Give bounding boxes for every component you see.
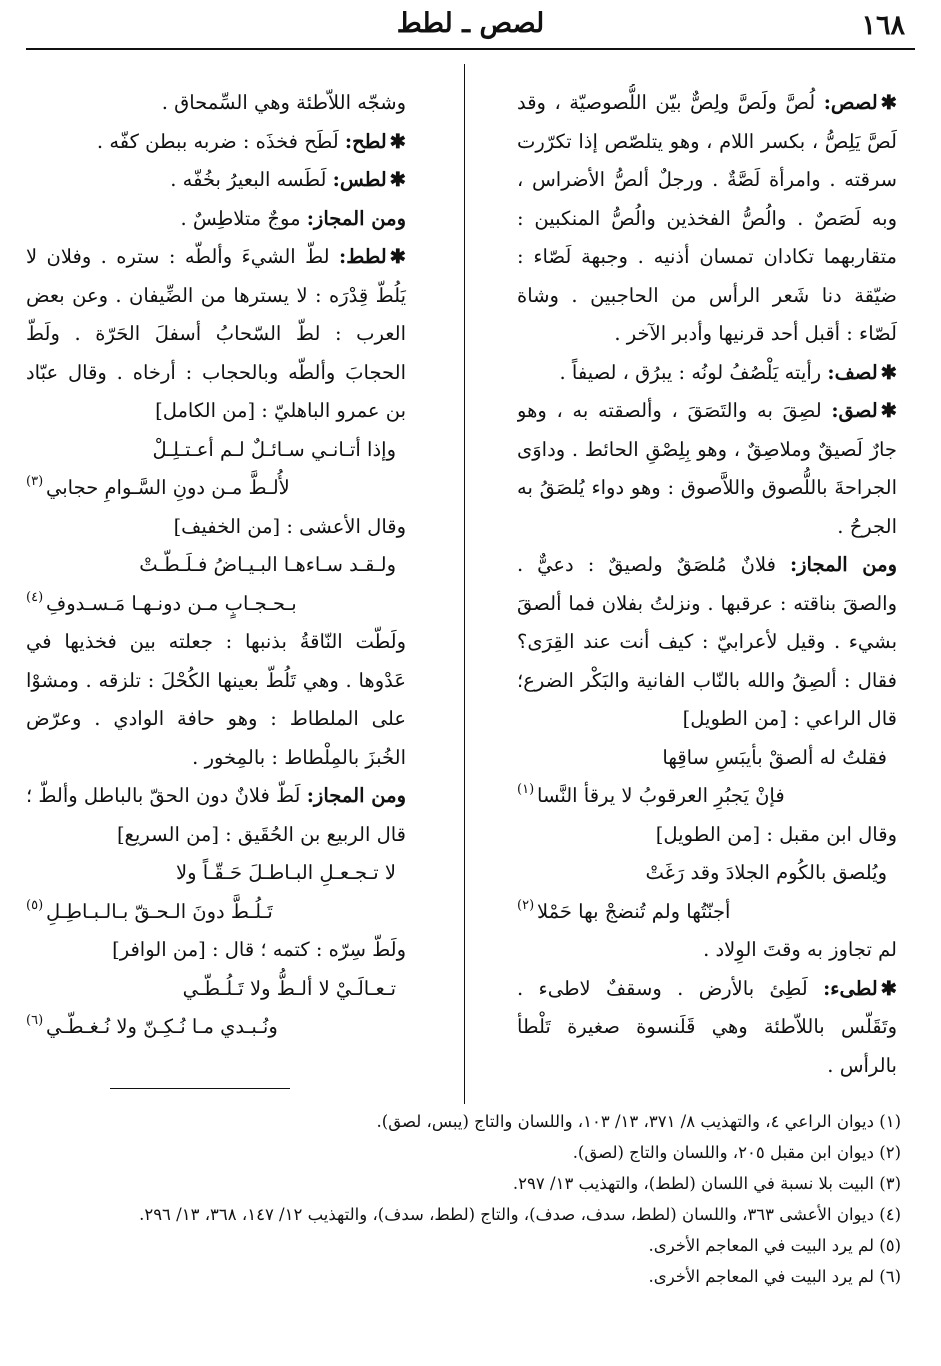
verse-text: لا تـجـعـلِ البـاطـلَ حَـقّـاً ولا: [176, 861, 396, 884]
verse-text: فقلتُ له ألصقْ بأيبَسِ ساقِها: [662, 745, 887, 769]
footnote-marker: (٥): [26, 897, 44, 913]
verse-hemistich: [26, 585, 426, 624]
verse-hemistich: [26, 970, 426, 1009]
verse-hemistich: [26, 431, 426, 470]
entry-text: وشجّه اللاّطئة وهي السِّمحاق .: [161, 91, 406, 114]
verse-hemistich: [517, 854, 917, 893]
footnote-marker: (٣): [26, 474, 44, 489]
entry-text: رأيته يَلْصُفُ لونُه : يبرُق ، لصيفاً .: [559, 360, 828, 384]
majaz-label: ومن المجاز:: [306, 206, 406, 230]
entry-star-icon: ✱: [880, 91, 897, 114]
verse-text: فإنْ يَجبُرِ العرقوبُ لا يرقأ النَّسا: [537, 784, 785, 807]
verse-hemistich: [26, 469, 426, 508]
entry-text: ولَطّت النّاقةُ بذنبها : جعلته بين فخذيها في عَدْوها . وهي تَلُطّ بعينها الكُحْلَ : تلزقه . ومشوْا على الملطاط : وهو حافة الوادي . وعرّض الخُبزَ بالمِلْطاط : بالمِخور .: [26, 630, 406, 769]
verse-text: تَـلُـطَّ دونَ الـحـقّ بـالـبـاطِـلِ: [46, 899, 273, 923]
verse-text: وإذا أتـانـي سـائـلٌ لـم أعـتـلِـلْ: [152, 437, 396, 461]
verse-hemistich: [517, 893, 917, 932]
verse-hemistich: [26, 546, 426, 585]
meter-label: [من الخفيف]: [173, 514, 281, 538]
entry-headword: لصق:: [831, 399, 878, 422]
entry-text: لُصَّ ولَصَّ ولِصٌّ بيّن اللُّصوصيّة ، وقد لَصَّ يَلِصُّ ، بكسر اللام ، وهو يتلصّص إذا تكرّرت سرقته . وامرأة لَصَّةٌ . ورجلٌ ألصُّ الأضراس ، وبه لَصَصٌ . والُصُّ الفخذين والُصُّ المنكبين : متقاربهما تكادان تمسان أذنيه . وجبهة لَصّاء : ضيّقة دنا شَعر الرأس من الحاجبين . وشاة لَصّاء : أقبل أحد قرنيها وأدبر الآخر .: [517, 91, 897, 345]
verse-text: ونُـبـدي مـا نُـكِـنّ ولا نُـغـطّـي: [46, 1015, 278, 1038]
footnote-marker: (٢): [517, 897, 535, 913]
entry-text: وقال ابن مقبل :: [760, 822, 897, 846]
entry-star-icon: ✱: [880, 360, 897, 384]
entry-paragraph: [26, 200, 426, 239]
footnote-line: (١) ديوان الراعي ٤، والتهذيب ٨/ ٣٧١، ١٣/ ١٠٣، واللسان والتاج (يبس، لصق).: [376, 1112, 901, 1131]
entry-star-icon: ✱: [389, 168, 406, 191]
entry-text: لَطَسه البعيرُ بخُفّه .: [170, 168, 333, 191]
verse-hemistich: [26, 854, 426, 893]
footnotes: [40, 1106, 901, 1292]
right-column: [517, 84, 917, 1084]
footnote-line: (٣) البيت بلا نسبة في اللسان (لطط)، والتهذيب ١٣/ ٢٩٧.: [512, 1174, 901, 1193]
footnote-marker: (٦): [26, 1013, 44, 1028]
entry-paragraph: [26, 84, 426, 123]
entry-headword: لطط:: [339, 245, 387, 268]
entry-text: لطّ الشيءَ وألطّه : ستره . وفلان لا يَلُطّ قِدْرَه : لا يسترها من الضِّيفان . وعن بعض العرب : لطّ السّحابُ أسفلَ الحَرّة . ولَطّ الحجابَ وألطّه وبالحجاب : أرخاه . وقال عبّاد بن عمرو الباهليّ :: [26, 245, 406, 422]
dictionary-entry: [26, 238, 426, 431]
page-number: ١٦٨: [861, 10, 905, 41]
entry-text: ولَطّ سِرّه : كتمه ؛ قال :: [205, 938, 406, 961]
footnote-line: (٦) لم يرد البيت في المعاجم الأخرى.: [648, 1267, 901, 1286]
verse-text: ولـقـد سـاءهـا البـيـاضُ فـلَـطّـتْ: [139, 553, 396, 576]
meter-label: [من الطويل]: [682, 707, 787, 730]
verse-text: أجنّتُها ولم تُنضجْ بها حَمْلا: [537, 899, 731, 923]
meter-label: [من السريع]: [116, 822, 219, 846]
entry-paragraph: [517, 816, 917, 855]
entry-text: موجٌ متلاطِسٌ .: [180, 206, 307, 230]
meter-label: [من الوافر]: [112, 938, 206, 961]
dictionary-entry: [517, 84, 917, 354]
dictionary-entry: [26, 161, 426, 200]
entry-star-icon: ✱: [389, 129, 406, 153]
entry-headword: لصف:: [827, 360, 878, 384]
dictionary-entry: [26, 123, 426, 162]
entry-text: وقال الأعشى :: [280, 514, 406, 538]
entry-paragraph: [517, 931, 917, 970]
entry-paragraph: [517, 546, 917, 739]
entry-paragraph: [26, 777, 426, 854]
entry-star-icon: ✱: [880, 976, 897, 1000]
dictionary-entry: [517, 970, 917, 1085]
entry-text: لم تجاوز به وقتَ الوِلاد .: [703, 938, 897, 961]
dictionary-entry: [517, 392, 917, 546]
header-rule: [26, 48, 915, 50]
entry-headword: لطىء:: [823, 976, 878, 1000]
footnote-rule: [110, 1088, 290, 1089]
dictionary-entry: [517, 354, 917, 393]
entry-headword: لصص:: [823, 91, 878, 114]
meter-label: [من الكامل]: [155, 399, 256, 422]
majaz-label: ومن المجاز:: [789, 553, 897, 576]
footnote-marker: (٤): [26, 589, 44, 605]
entry-text: لَطّ فلانٌ دون الحقّ بالباطل وألطّ ؛ قال الربيع بن الحُقَيق :: [26, 784, 406, 846]
entry-paragraph: [26, 623, 426, 777]
verse-hemistich: [26, 1008, 426, 1047]
entry-text: لَطِئ بالأرض . وسقفٌ لاطىء . وتَقَلّس باللاّطئة وهي قَلَنسوة صغيرة تَلْطأ بالرأس .: [517, 976, 897, 1077]
entry-paragraph: [26, 931, 426, 970]
entry-text: لَطَح فخذَه : ضربه ببطن كفّه .: [96, 129, 345, 153]
column-divider: [464, 64, 465, 1104]
entry-paragraph: [26, 508, 426, 547]
footnote-line: (٤) ديوان الأعشى ٣٦٣، واللسان (لطط، سدف، صدف)، والتاج (لطط، سدف)، والتهذيب ١٢/ ١٤٧، ٣٦٨، ١٣/ ٢٩٦.: [139, 1205, 901, 1224]
verse-text: ويُلصق بالكُوم الجلادَ وقد رَغَتْ: [645, 861, 887, 884]
page-header: [26, 8, 915, 48]
entry-headword: لطس:: [332, 168, 387, 191]
footnote-line: (٢) ديوان ابن مقبل ٢٠٥، واللسان والتاج (لصق).: [572, 1143, 901, 1162]
entry-text: فلانٌ مُلصَقٌ ولصيقٌ : دعيٌّ . والصقَ بناقته : عرقبها . ونزلتُ بفلان فما ألصقَ بشيء . وقيل لأعرابيّ : كيف أنت عند القِرَى؟ فقال : ألصِقُ والله بالنّاب الفانية والبَكْر الضرع؛ قال الراعي :: [517, 553, 897, 730]
entry-star-icon: ✱: [389, 245, 406, 268]
verse-hemistich: [26, 893, 426, 932]
verse-text: لأُلـطَّ مـن دونِ السَّـوامِ حجابي: [46, 476, 290, 499]
page-title: لصص ـ لطط: [396, 8, 545, 39]
left-column: [26, 84, 426, 1084]
entry-text: لصِقَ به والتَصَقَ ، وألصقته به ، وهو جارٌ لَصيقٌ وملاصِقٌ ، وهو بِلِصْقِ الحائط . وداوَى الجراحةَ باللُّصوق واللاَّصوق : وهو دواء يُلصَقُ به الجرحُ .: [517, 399, 897, 538]
verse-text: بـحـجـابٍ مـن دونـهـا مَـسـدوفِ: [46, 591, 297, 615]
footnote-marker: (١): [517, 782, 535, 797]
meter-label: [من الطويل]: [655, 822, 761, 846]
verse-hemistich: [517, 739, 917, 778]
entry-star-icon: ✱: [880, 399, 897, 422]
majaz-label: ومن المجاز:: [306, 784, 406, 807]
verse-text: تـعـالَـيْ لا ألـطُّ ولا تَـلُـطّـي: [182, 976, 396, 1000]
verse-hemistich: [517, 777, 917, 816]
entry-headword: لطح:: [344, 129, 387, 153]
footnote-line: (٥) لم يرد البيت في المعاجم الأخرى.: [648, 1236, 901, 1255]
